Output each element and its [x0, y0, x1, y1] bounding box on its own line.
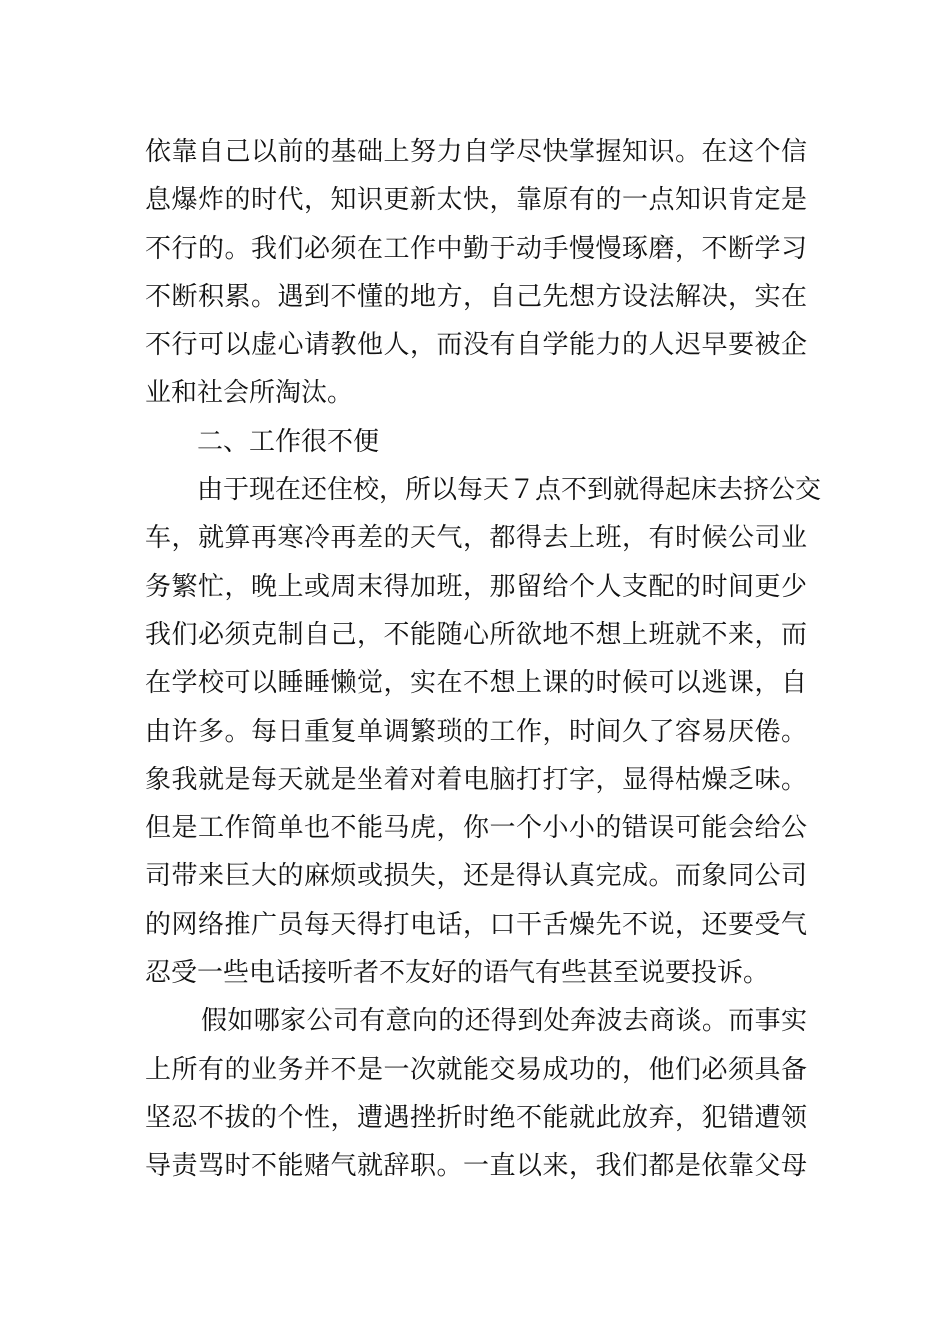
text-line: 不断积累。遇到不懂的地方，自己先想方设法解决，实在: [145, 281, 807, 312]
text-line: 在学校可以睡睡懒觉，实在不想上课的时候可以逃课，自: [145, 668, 807, 699]
text-line: 车，就算再寒冷再差的天气，都得去上班，有时候公司业: [145, 523, 807, 554]
document-body: [145, 128, 822, 1191]
text-line: 司带来巨大的麻烦或损失，还是得认真完成。而象同公司: [145, 861, 807, 892]
text-line: 上所有的业务并不是一次就能交易成功的，他们必须具备: [145, 1054, 807, 1085]
text-line: 但是工作简单也不能马虎，你一个小小的错误可能会给公: [145, 813, 807, 844]
text-line: 我们必须克制自己，不能随心所欲地不想上班就不来，而: [145, 619, 807, 650]
text-line: 息爆炸的时代，知识更新太快，靠原有的一点知识肯定是: [145, 185, 807, 216]
text-line: 业和社会所淘汰。: [145, 378, 354, 409]
text-line: 坚忍不拔的个性，遭遇挫折时绝不能就此放弃，犯错遭领: [145, 1102, 807, 1133]
text-line: 不行可以虚心请教他人，而没有自学能力的人迟早要被企: [145, 330, 807, 361]
text-line: 的网络推广员每天得打电话，口干舌燥先不说，还要受气: [145, 909, 807, 940]
text-line: 由许多。每日重复单调繁琐的工作，时间久了容易厌倦。: [145, 716, 807, 747]
text-line: 不行的。我们必须在工作中勤于动手慢慢琢磨，不断学习: [145, 233, 807, 264]
text-line: 务繁忙，晚上或周末得加班，那留给个人支配的时间更少: [145, 571, 807, 602]
text-line: 依靠自己以前的基础上努力自学尽快掌握知识。在这个信: [145, 137, 807, 167]
text-line: 象我就是每天就是坐着对着电脑打打字，显得枯燥乏味。: [145, 764, 807, 795]
text-line: 由于现在还住校，所以每天７点不到就得起床去挤公交: [197, 475, 822, 506]
text-line: 忍受一些电话接听者不友好的语气有些甚至说要投诉。: [145, 958, 770, 989]
section-heading: 二、工作很不便: [197, 426, 380, 457]
text-line: 假如哪家公司有意向的还得到处奔波去商谈。而事实: [201, 1006, 807, 1037]
text-line: 导责骂时不能赌气就辞职。一直以来，我们都是依靠父母: [145, 1151, 807, 1182]
